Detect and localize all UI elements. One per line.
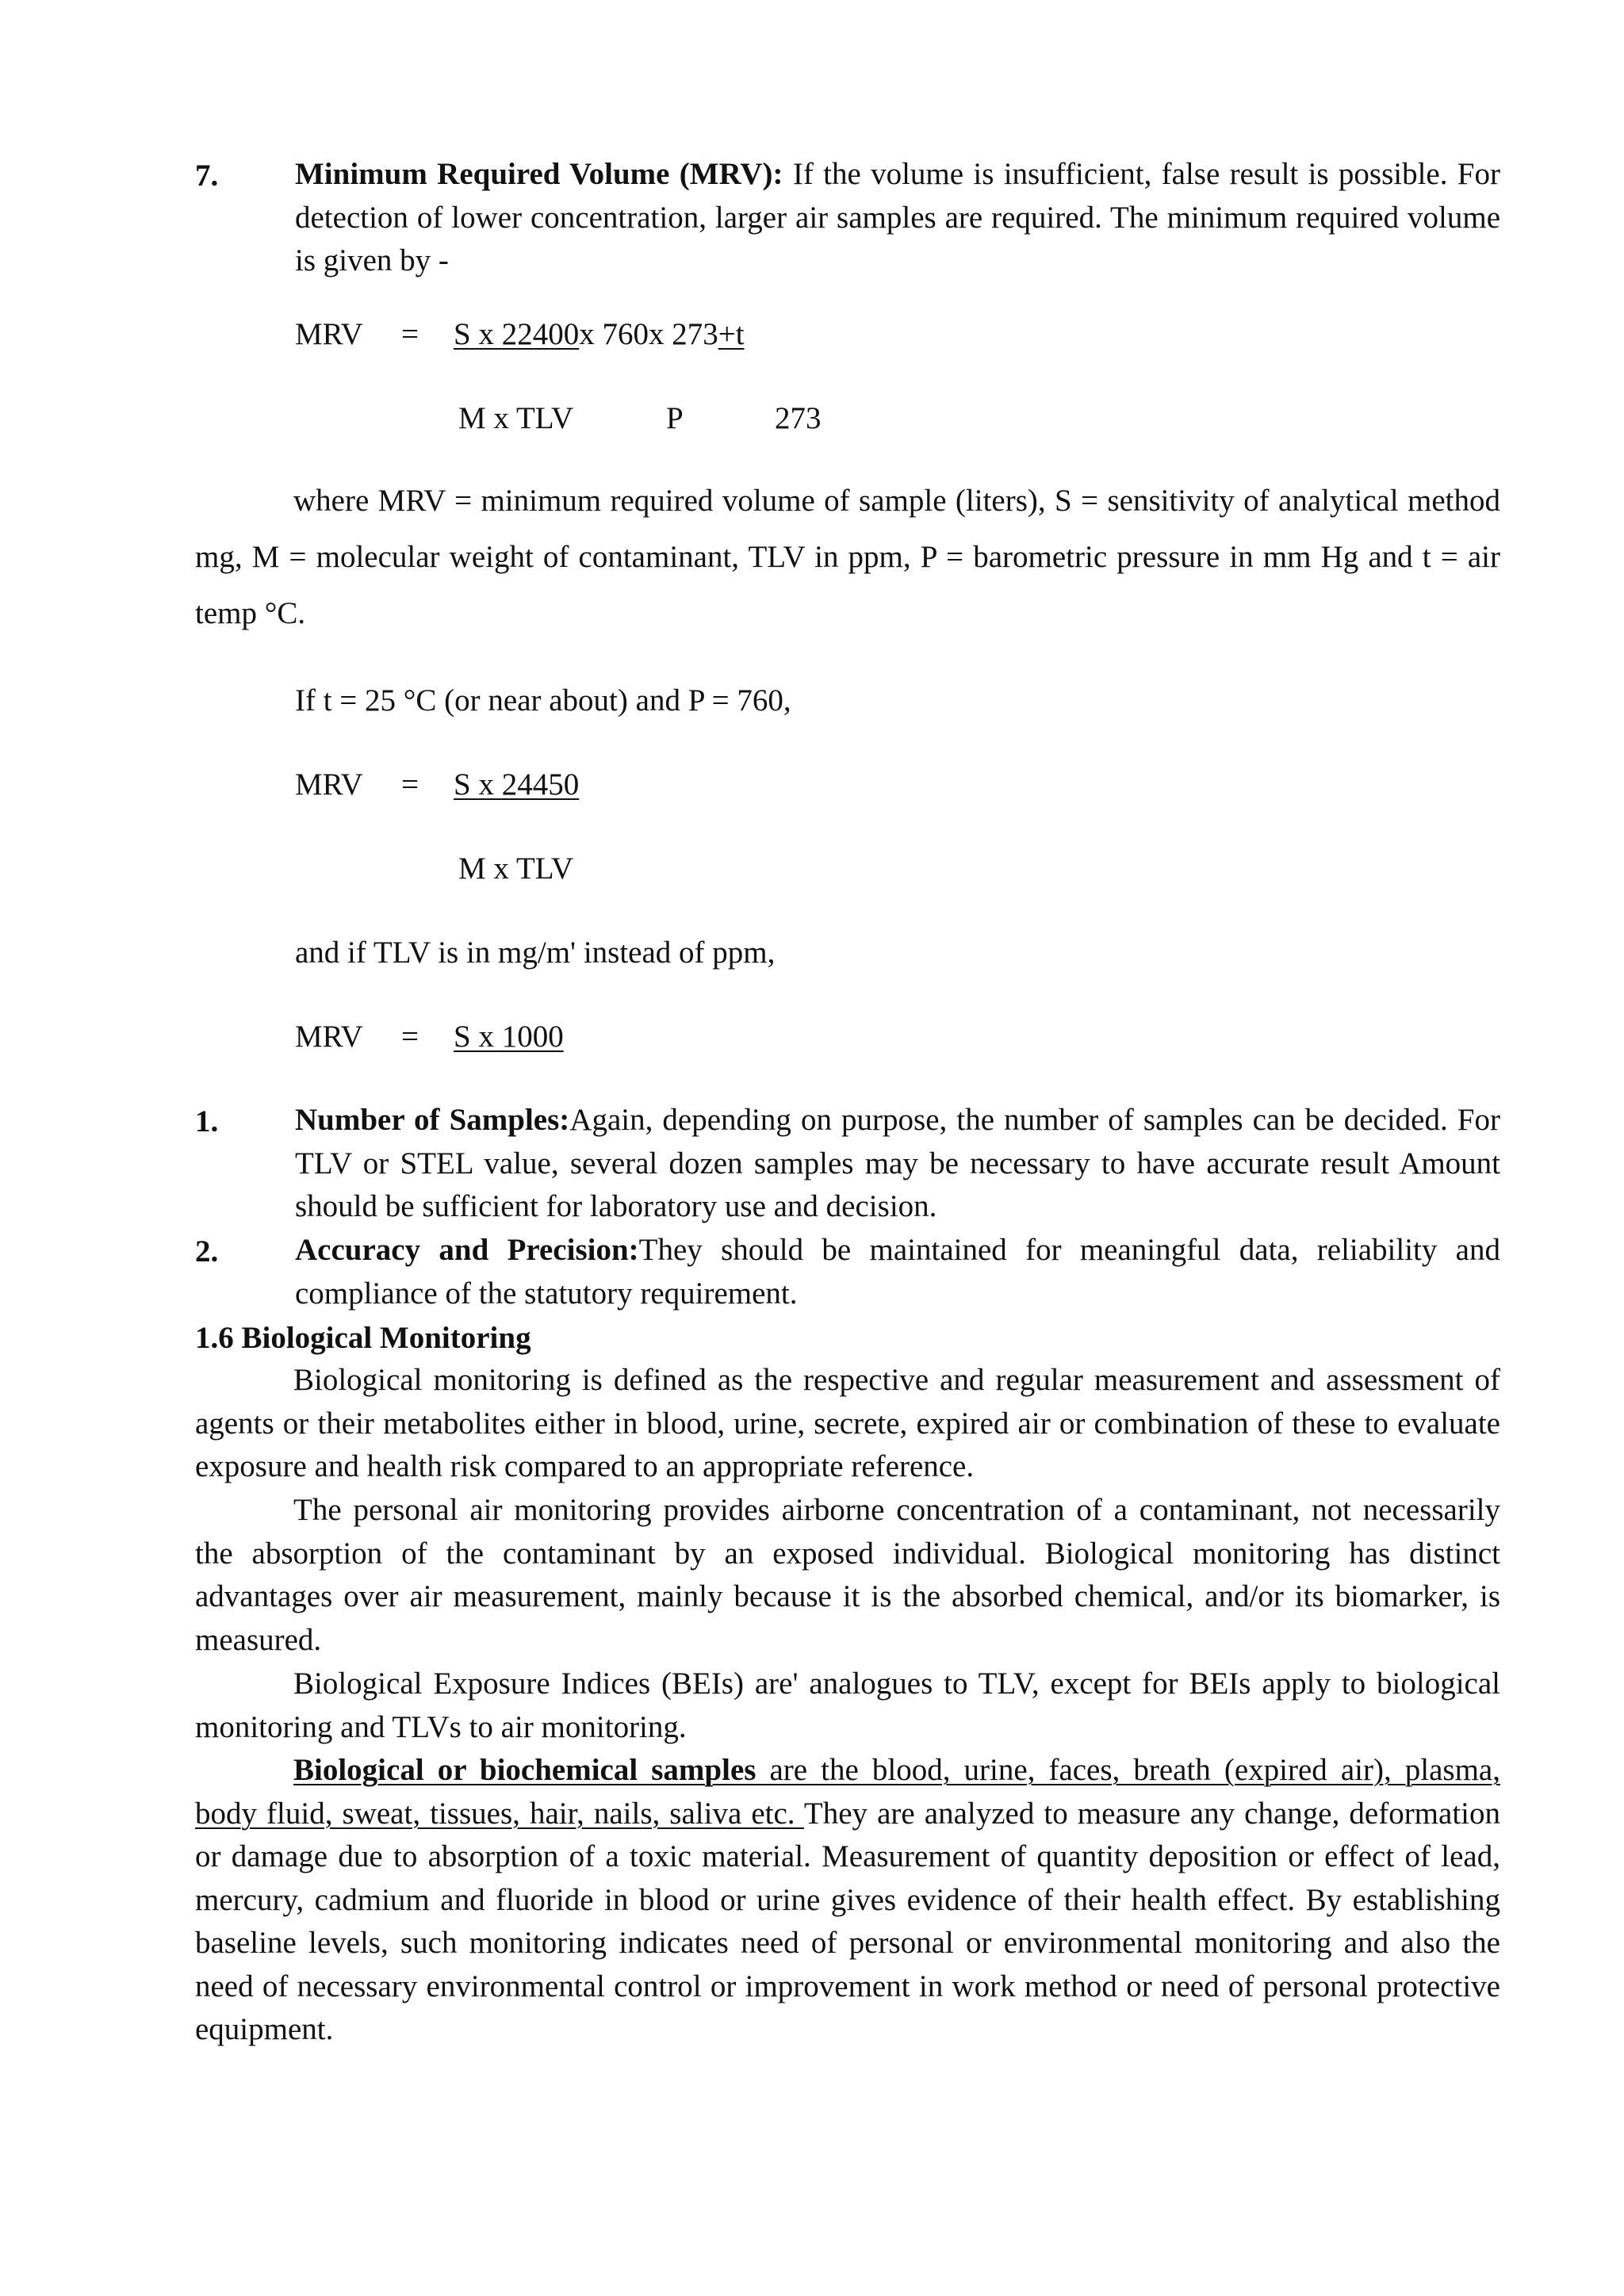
formula-2-equals: = [401,767,419,802]
item-accuracy-paragraph [295,1229,1500,1315]
formula-1-numerator-a: S x 22400 [454,317,580,351]
item-samples-heading: Number of Samples: [295,1103,570,1137]
samples-description: They are analyzed to measure any change, deformation or damage due to absorption of a toxic material. Measurement of quantity deposition or effect of lead, mercury, cadmium and fluoride in blood or urine gives evidence of their health effect. By establishing baseline levels, such monitoring indicates need of personal or environmental monitoring and also the need of necessary environmental control or improvement in work method or need of personal protective equipment. [195,1796,1500,2046]
formula-1-lhs: MRV [295,317,363,351]
formula-2-numerator: S x 24450 [454,767,580,802]
formula-3-numerator: S x 1000 [454,1020,564,1054]
formula-1-numerator-c: +t [718,317,745,351]
item-mrv-paragraph [295,153,1500,283]
formula-1-numerator-b: x 760x 273 [579,317,718,351]
formula-1-denominator-a: M x TLV [458,401,574,435]
item-mrv-text: If the volume is insufficient, false result is possible. For detection of lower concentration, larger air samples are required. The minimum required volume is given by - [295,157,1500,277]
formula-1-denominator-b: P [666,401,684,435]
samples-list: are the blood, urine, faces, breath (expired air), plasma, body fluid, sweat, tissues, hair, nails, saliva etc. [195,1753,1500,1831]
item-samples-paragraph [295,1099,1500,1229]
item-mrv-heading: Minimum Required Volume (MRV): [295,157,783,191]
formula-2-denominator: M x TLV [458,851,574,886]
formula-1-equals: = [401,317,419,351]
item-accuracy-text: They should be maintained for meaningful data, reliability and compliance of the statutory requirement. [295,1233,1500,1311]
section-title: 1.6 Biological Monitoring [195,1321,531,1355]
formula-1-denominator-c: 273 [775,401,822,435]
item-samples-text: Again, depending on purpose, the number of samples can be decided. For TLV or STEL value, several dozen samples may be necessary to have accurate result Amount should be sufficient for laboratory use and decision. [295,1103,1500,1223]
formula-3-equals: = [401,1020,419,1054]
section-paragraph-1: Biological monitoring is defined as the respective and regular measurement and assessment of agents or their metabolites either in blood, urine, secrete, expired air or combination of these to evaluate exposure and health risk compared to an appropriate reference. [195,1363,1500,1483]
formula-2-lhs: MRV [295,767,363,802]
section-paragraph-3: Biological Exposure Indices (BEIs) are' analogues to TLV, except for BEIs apply to biological monitoring and TLVs to air monitoring. [195,1667,1500,1744]
formula-3-lhs: MRV [295,1020,363,1054]
where-paragraph: where MRV = minimum required volume of sample (liters), S = sensitivity of analytical method mg, M = molecular weight of contaminant, TLV in ppm, P = barometric pressure in mm Hg and t = air temp °C. [195,484,1500,630]
section-paragraph-2: The personal air monitoring provides airborne concentration of a contaminant, not necessarily the absorption of the contaminant by an exposed individual. Biological monitoring has distinct advantages over air measurement, mainly because it is the absorbed chemical, and/or its biomarker, is measured. [195,1493,1500,1657]
samples-term: Biological or biochemical samples [293,1753,756,1787]
condition-2: and if TLV is in mg/m' instead of ppm, [295,936,776,970]
item-number-1: 1. [195,1104,219,1138]
item-number-7: 7. [195,159,219,193]
section-paragraph-4 [195,1749,1500,2052]
item-accuracy-heading: Accuracy and Precision: [295,1233,639,1267]
item-number-2: 2. [195,1234,219,1269]
formula-1-numerator [454,319,745,350]
condition-1: If t = 25 °C (or near about) and P = 760, [295,683,791,718]
